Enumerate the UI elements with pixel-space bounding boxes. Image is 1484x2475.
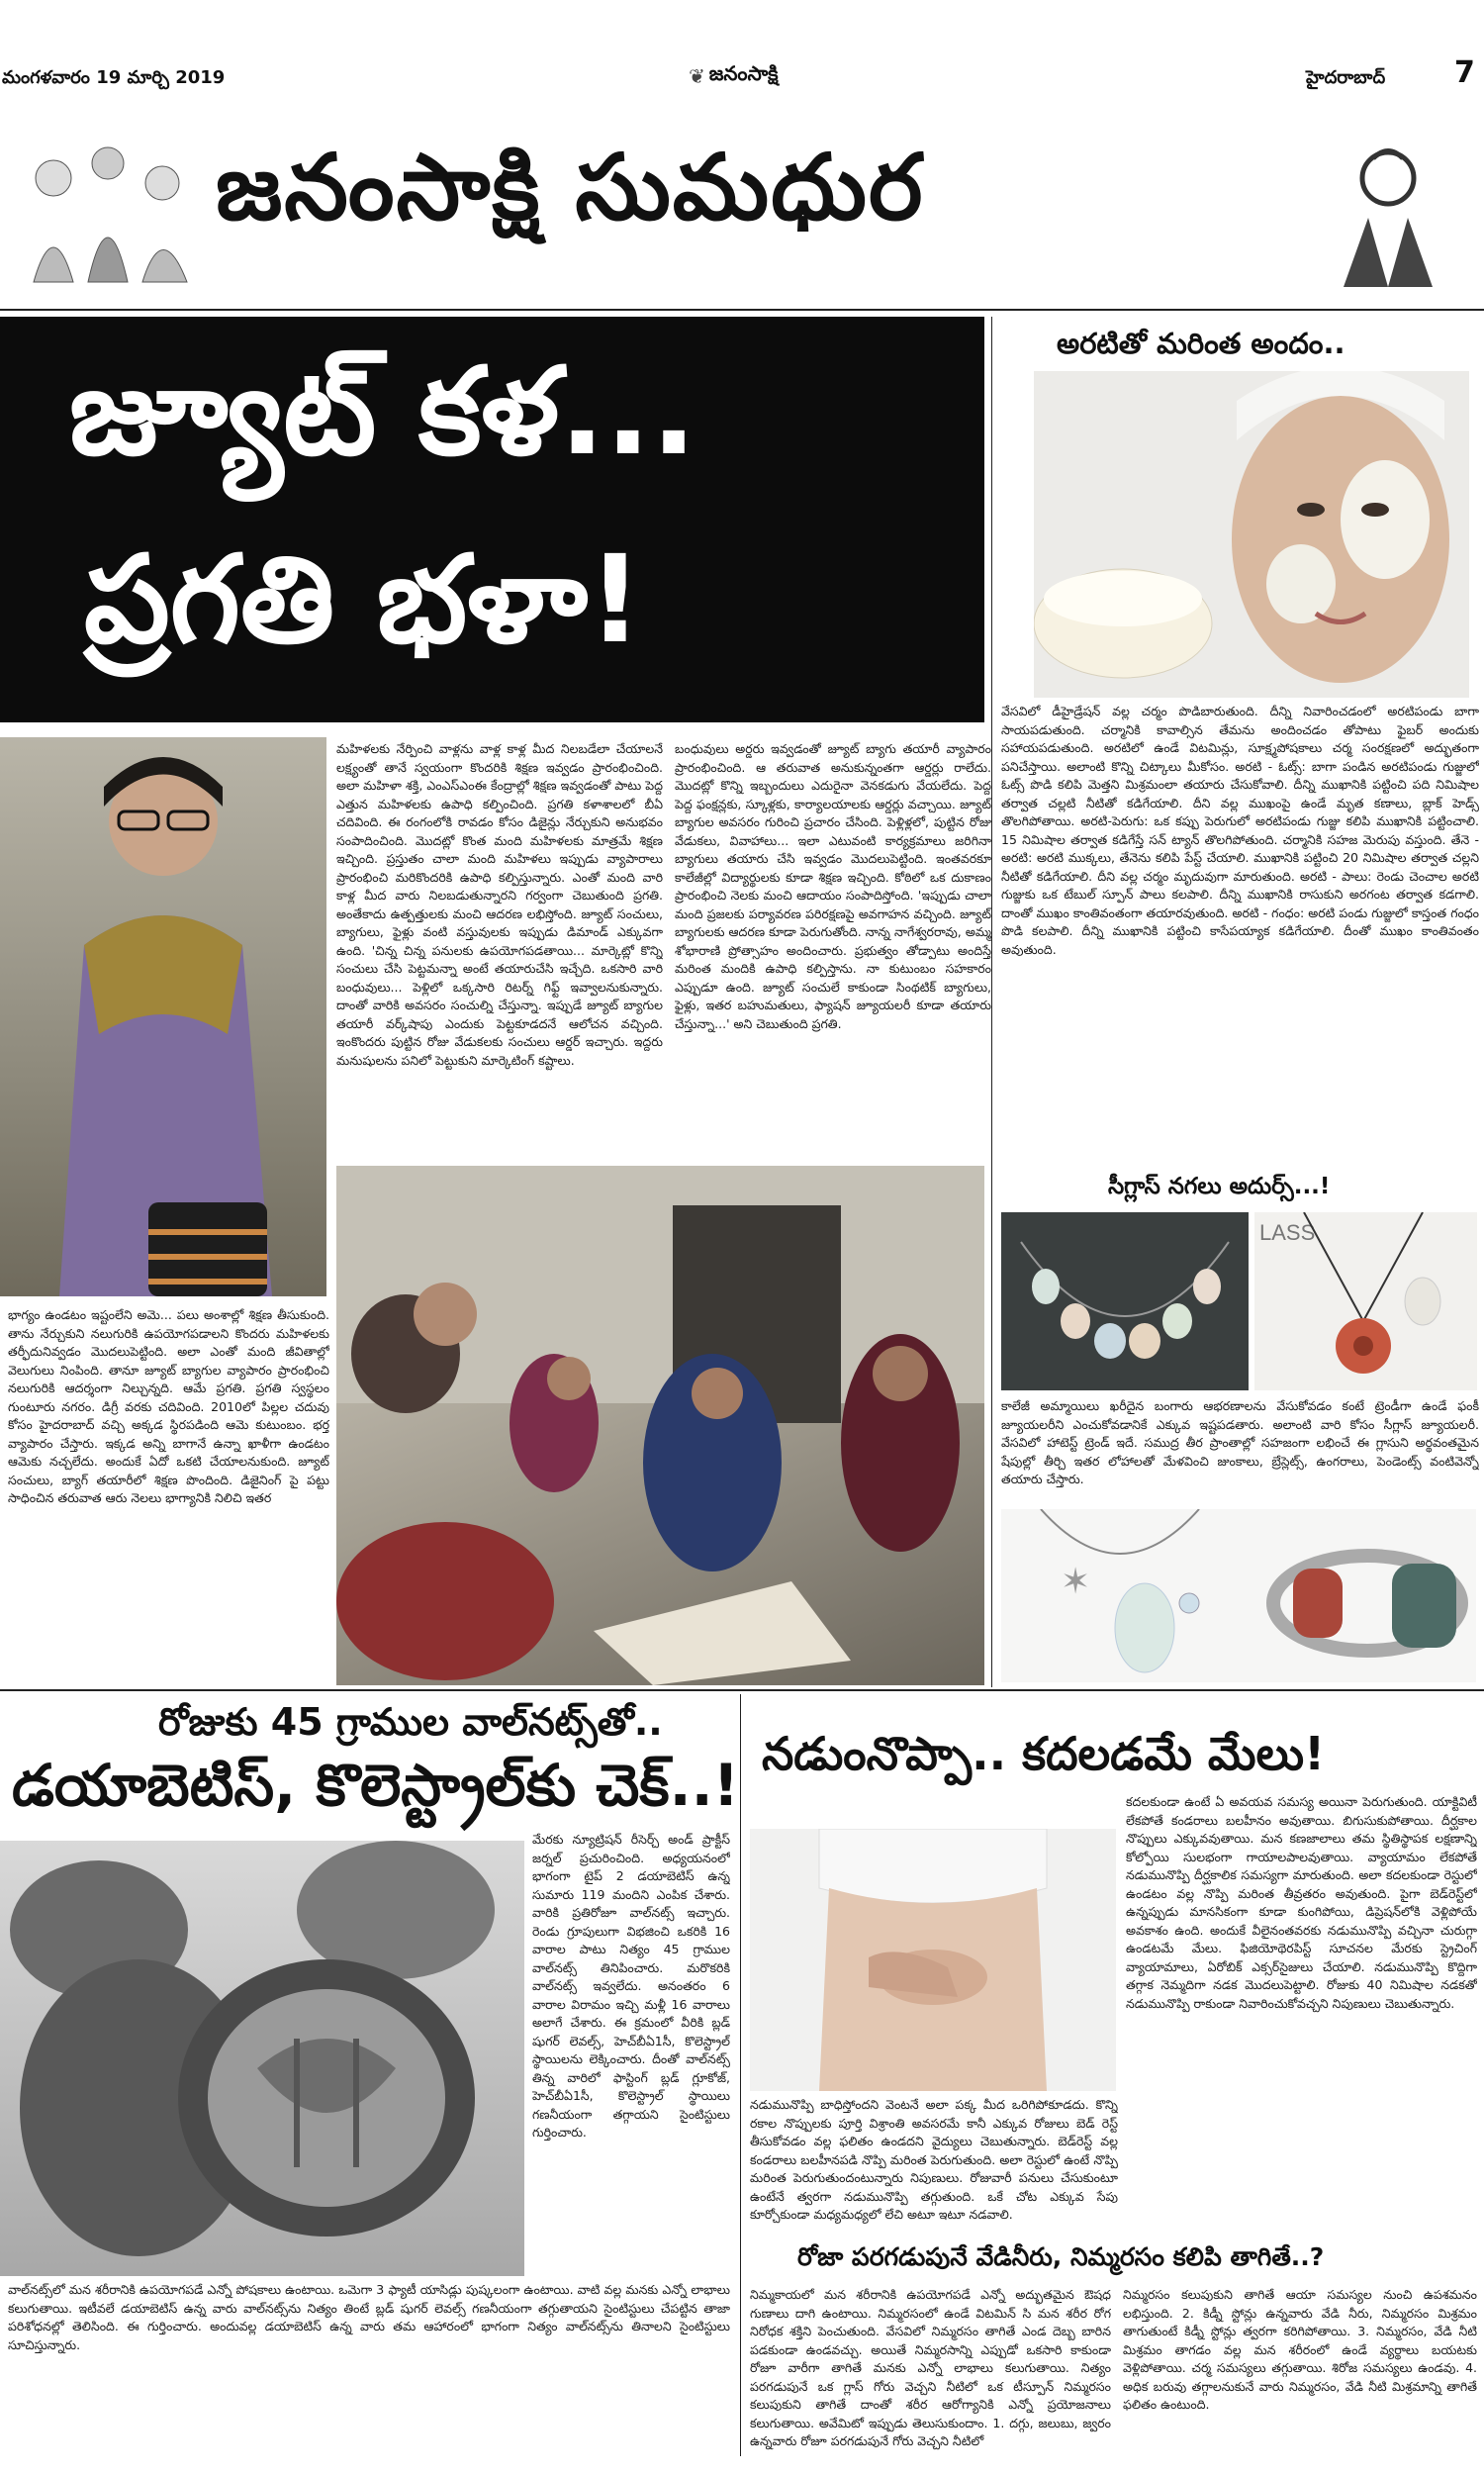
jute-article-col2: బంధువులు అర్డరు ఇవ్వడంతో జ్యూట్ బ్యాగు తయారీ వ్యాపారం ప్రారంభించింది. ఆ తరువాత అనుకున్నంతగా ఆర్డర్లు రాలేదు. మొదట్లో కొన్ని ఇబ్బందులు ఎదురైనా వెనకడుగు వేయలేదు. పెద్ద పెద్ద ఫంక్షన్లకు, స్కూళ్లకు, కార్యాలయాలకు ఆర్డర్లు వచ్చాయి. జ్యూట్ బ్యాగుల అవసరం గురించి ప్రచారం చేసింది. పెళ్లిళ్లలో, పుట్టిన రోజు వేడుకలు, వివాహాలు... ఇలా ఎటువంటి కార్యక్రమాలు జరిగినా బ్యాగులు తయారు చేసి ఇవ్వడం మొదలుపెట్టింది. ఇంతవరకూ కాలేజీల్లో విద్యార్థులకు కూడా శిక్షణ ఇచ్చింది. కోఠిలో ఒక దుకాణం ప్రారంభించి నెలకు మంచి ఆదాయం సంపాదిస్తోంది. 'ఇప్పుడు చాలా మంది ప్రజలకు పర్యావరణ పరిరక్షణపై అవగాహన వచ్చింది. జ్యూట్ బ్యాగులకు ఆదరణ కూడా పెరుగుతోంది. నాన్న నాగేశ్వరరావు, అమ్మ శోభారాణి ప్రోత్సాహం అందించారు. ప్రభుత్వం తోడ్పాటు అందిస్తే మరింత మందికి ఉపాధి కల్పిస్తాను. నా కుటుంబం సహకారం ఎప్పుడూ ఉంది. జ్యూట్ సంచులే కాకుండా సింథటిక్ బ్యాగులు, ఫైళ్లు, ఇతర బహుమతులు, ఫ్యాషన్ జ్యూయలరీ కూడా తయారు చేస్తున్నా...' అని చెబుతుంది ప్రగతి. [675,741,991,1031]
top-bar [0,0,1484,109]
masthead-left-illustration [14,124,212,292]
page-number: 7 [1454,55,1475,90]
seaglass-article-body: కాలేజీ అమ్మాయిలు ఖరీదైన బంగారు ఆభరణాలను వేసుకోవడం కంటే ట్రెండీగా ఉండే ఫంకీ జ్యూయలరీని ఎంచుకోవడానికే ఎక్కువ ఇష్టపడతారు. అలాంటి వారి కోసం సీగ్లాస్ జ్యూయలరీ. వేసవిలో హాటెస్ట్ ట్రెండ్ ఇదే. సముద్ర తీర ప్రాంతాల్లో సహజంగా లభించే ఈ గ్లాసుని అర్థవంతమైన షేపుల్లో తీర్చి ఇతర లోహాలతో మేళవించి జుంకాలు, బ్రేస్లెట్స్, ఉంగరాలు, పెండెంట్స్ వంటివెన్నో తయారు చేస్తారు. [1001,1398,1479,1486]
pragathi-portrait-photo [0,737,326,1296]
walnut-headline-line2: డయాబెటిస్, కొలెస్ట్రాల్‌కు చెక్..! [12,1752,740,1819]
jute-article-col3: భాగ్యం ఉండటం ఇష్టంలేని అమె... పలు అంశాల్లో శిక్షణ తీసుకుంది. తాను నేర్చుకుని నలుగురికి ఉపయోగపడాలని కొందరు మహిళలకు తర్ఫీదునివ్వడం మొదలుపెట్టింది. అలా ఎంతో మంది జీవితాల్లో వెలుగులు నింపింది. తానూ జ్యూట్ బ్యాగుల వ్యాపారం ప్రారంభించి నలుగురికి ఆదర్శంగా నిల్చున్నది. ఆమే ప్రగతి. ప్రగతి స్వస్థలం గుంటూరు నగరం. డిగ్రీ వరకు చదివింది. 2010లో పిల్లల చదువు కోసం హైదరాబాద్ వచ్చి అక్కడ స్థిరపడింది ఆమె కుటుంబం. భర్త వ్యాపారం చేస్తారు. ఇక్కడ అన్ని బాగానే ఉన్నా ఖాళీగా ఉండటం ఆమెకు నచ్చలేదు. అందుకే ఏదో ఒకటి చేయాలనుకుంది. జ్యూట్ సంచులు, బ్యాగ్ తయారీలో శిక్షణ పొందింది. డిజైనింగ్ పై పట్టు సాధించిన తరువాత ఆరు నెలలు భాగ్యానికి నిలిచి ఇతర [8,1307,329,1505]
masthead-title: జనంసాక్షి సుమధుర [216,135,925,240]
section-rule-middle [0,1689,1484,1691]
walnut-article-body-right: మేరకు న్యూట్రిషన్ రీసెర్చ్ అండ్ ప్రాక్టీస్ జర్నల్ ప్రచురించింది. అధ్యయనంలో భాగంగా టైప్ 2 డయాబెటిస్ ఉన్న సుమారు 119 మందిని ఎంపిక చేశారు. వారికి ప్రతిరోజూ వాల్‌నట్స్ ఇచ్చారు. రెండు గ్రూపులుగా విభజించి ఒకరికి 16 వారాల పాటు నిత్యం 45 గ్రాముల వాల్‌నట్స్ తినిపించారు. మరొకరికి వాల్‌నట్స్ ఇవ్వలేదు. అనంతరం 6 వారాల విరామం ఇచ్చి మళ్లీ 16 వారాలు అలాగే చేశారు. ఈ క్రమంలో వీరికి బ్లడ్ షుగర్ లెవల్స్, హెచ్‌బీఏ1సీ, కొలెస్ట్రాల్ స్థాయిలను లెక్కించారు. దీంతో వాల్‌నట్స్ తిన్న వారిలో ఫాస్టింగ్ బ్లడ్ గ్లూకోజ్, హెచ్‌బీఏ1సీ, కొలెస్ట్రాల్ స్థాయిలు గణనీయంగా తగ్గాయని సైంటిస్టులు గుర్తించారు. [532,1832,730,2140]
banana-headline: అరటితో మరింత అందం.. [1057,327,1345,360]
banana-face-mask-photo [1034,371,1469,698]
seaglass-headline: సీగ్లాస్ నగలు అదుర్స్...! [1108,1174,1331,1199]
lemon-water-headline: రోజా పరగడుపునే వేడినీరు, నిమ్మరసం కలిపి తాగితే..? [797,2242,1325,2271]
column-divider-top [991,317,992,1687]
jute-headline-line2: ప్రగతి భళా! [84,529,643,670]
jute-workshop-photo [336,1166,984,1685]
walnut-article-body-bottom: వాల్‌నట్స్‌లో మన శరీరానికి ఉపయోగపడే ఎన్నో పోషకాలు ఉంటాయి. ఒమెగా 3 ఫ్యాటీ యాసిడ్లు పుష్కలంగా ఉంటాయి. వాటి వల్ల మనకు ఎన్నో లాభాలు కలుగుతాయి. ఇటీవలే డయాబెటిస్ ఉన్న వారు వాల్‌నట్స్‌ను నిత్యం తింటే బ్లడ్ షుగర్ లెవల్స్ గణనీయంగా తగ్గుతాయని సైంటిస్టులు చేపట్టిన తాజా పరిశోధనల్లో తెలిసింది. ఈ గుర్తించారు. అందువల్ల డయాబెటిస్ ఉన్న వారు తమ ఆహారంలో భాగంగా నిత్యం వాల్‌నట్స్‌ను తినాలని సైంటిస్టులు సూచిస్తున్నారు. [8,2282,730,2352]
date-text: మంగళవారం 19 మార్చి 2019 [2,67,226,88]
backpain-photo [750,1829,1116,2091]
column-divider-bottom [740,1694,741,2456]
seaglass-pendant-photo [1254,1212,1477,1390]
logo-leaf-icon: ❦ [689,63,705,88]
masthead-right-emblem [1314,139,1462,307]
backpain-headline: నడుంనొప్పా.. కదలడమే మేలు! [762,1727,1326,1780]
lemon-water-body-right: నిమ్మరసం కలుపుకుని తాగితే ఆయా సమస్యల నుంచి ఉపశమనం లభిస్తుంది. 2. కిడ్నీ స్టోన్లు ఉన్నవారు వేడి నీరు, నిమ్మరసం మిశ్రమం తాగుతుంటే కిడ్నీ స్టోన్లు త్వరగా కరిగిపోతాయి. 3. నిమ్మరసం, వేడి నీటి మిశ్రమం తాగడం వల్ల మన శరీరంలో ఉండే వ్యర్థాలు బయటకు వెళ్లిపోతాయి. చర్మ సమస్యలు తగ్గుతాయి. శిరోజ సమస్యలు ఉండవు. 4. అధిక బరువు తగ్గాలనుకునే వారు నిమ్మరసం, వేడి నీటి మిశ్రమాన్ని తాగితే ఫలితం ఉంటుంది. [1123,2287,1477,2412]
seaglass-necklace-photo-1 [1001,1212,1249,1390]
backpain-article-body-left: నడుమునొప్పి బాధిస్తోందని వెంటనే అలా పక్క మీద ఒరిగిపోకూడదు. కొన్ని రకాల నొప్పులకు పూర్తి విశ్రాంతి అవసరమే కానీ ఎక్కువ రోజులు బెడ్ రెస్ట్ తీసుకోవడం వల్ల ఫలితం ఉండదని వైద్యులు చెబుతున్నారు. బెడ్‌రెస్ట్ వల్ల కండరాలు బలహీనపడి నొప్పి మరింత పెరుగుతుంది. అలా రెస్టులో ఉంటే నొప్పి మరింత పెరుగుతుందంటున్నారు నిపుణులు. రోజువారీ పనులు చేసుకుంటూ ఉంటేనే త్వరగా నడుమునొప్పి తగ్గుతుంది. ఒకే చోట ఎక్కువ సేపు కూర్చోకుండా మధ్యమధ్యలో లేచి అటూ ఇటూ నడవాలి. [750,2097,1118,2222]
backpain-article-body-top: కదలకుండా ఉంటే ఏ అవయవ సమస్య అయినా పెరుగుతుంది. యాక్టివిటీ లేకపోతే కండరాలు బలహీనం అవుతాయి. బిగుసుకుపోతాయి. దీర్ఘకాల నొప్పులు ఎక్కువవుతాయి. మన కణజాలాలు తమ స్థితిస్థాపక లక్షణాన్ని కోల్పోయి సులభంగా గాయాలపాలవుతాయి. వ్యాయామం లేకపోతే నడుమునొప్పి దీర్ఘకాలిక సమస్యగా మారుతుంది. అలా కదలకుండా రెస్టులో ఉండటం వల్ల నొప్పి మరింత తీవ్రతరం అవుతుంది. పైగా బెడ్‌రెస్ట్‌లో ఉన్నప్పుడు మానసికంగా కూడా కుంగిపోయి, డిప్రెషన్‌లోకి వెళ్లిపోయే అవకాశం ఉంది. అందుకే వీలైనంతవరకు నడుమునొప్పి వచ్చినా చురుగ్గా ఉండటమే మేలు. ఫిజియోథెరపిస్ట్ సూచనల మేరకు స్ట్రెచింగ్ వ్యాయామాలు, ఏరోబిక్ ఎక్సర్‌సైజులు చేయాలి. నడుమునొప్పి కొద్దిగా తగ్గాక నెమ్మదిగా నడక మొదలుపెట్టాలి. రోజుకు 40 నిమిషాల నడకతో నడుమునొప్పి రాకుండా నివారించుకోవచ్చని నిపుణులు చెబుతున్నారు. [1126,1794,1477,2011]
lemon-water-body-left: నిమ్మకాయలో మన శరీరానికి ఉపయోగపడే ఎన్నో అద్భుతమైన ఔషధ గుణాలు దాగి ఉంటాయి. నిమ్మరసంలో ఉండే విటమిన్ సి మన శరీర రోగ నిరోధక శక్తిని పెంచుతుంది. వేసవిలో నిమ్మరసం తాగితే ఎండ దెబ్బ బారిన పడకుండా ఉండవచ్చు. అయితే నిమ్మరసాన్ని ఎప్పుడో ఒకసారి కాకుండా రోజూ వారీగా తాగితే మనకు ఎన్నో లాభాలు కలుగుతాయి. నిత్యం పరగడుపునే ఒక గ్లాస్ గోరు వెచ్చని నీటిలో ఒక టీస్పూన్ నిమ్మరసం కలుపుకుని తాగితే దాంతో శరీర ఆరోగ్యానికి ఎన్నో ప్రయోజనాలు కలుగుతాయి. అవేమిటో ఇప్పుడు తెలుసుకుందాం. 1. దగ్గు, జలుబు, జ్వరం ఉన్నవారు రోజూ పరగడుపునే గోరు వెచ్చని నీటిలో [750,2287,1111,2448]
banana-article-body: వేసవిలో డీహైడ్రేషన్ వల్ల చర్మం పొడిబారుతుంది. దీన్ని నివారించడంలో అరటిపండు బాగా సాయపడుతుంది. చర్మానికి కావాల్సిన తేమను అందించడం తోపాటు ఫైబర్ అందుకు సహాయపడుతుంది. అరటిలో ఉండే విటమిన్లు, సూక్ష్మపోషకాలు చర్మ సంరక్షణలో అద్భుతంగా పనిచేస్తాయి. అలాంటి కొన్ని చిట్కాలు మీకోసం. అరటి - ఓట్స్: బాగా పండిన అరటిపండు గుజ్జులో ఓట్స్ పొడి కలిపి మెత్తని మిశ్రమంలా తయారు చేసుకోవాలి. దీన్ని ముఖానికి పట్టించి పది నిమిషాల తర్వాత చల్లటి నీటితో కడిగేయాలి. దీని వల్ల ముఖంపై ఉండే మృత కణాలు, బ్లాక్ హెడ్స్ తొలగిపోతాయి. అరటి-పెరుగు: ఒక కప్పు పెరుగులో అరటిపండు గుజ్జు కలిపి ముఖానికి పట్టించాలి. 15 నిమిషాల తర్వాత కడిగేస్తే సన్ ట్యాన్ తొలగిపోతుంది. చర్మానికి సహజ మెరుపు వస్తుంది. తేనె - అరటి: అరటి ముక్కలు, తేనెను కలిపి పేస్ట్ చేయాలి. ముఖానికి పట్టించి 20 నిమిషాల తర్వాత చల్లని నీటితో కడిగేయాలి. దీని వల్ల చర్మం మృదువుగా మారుతుంది. అరటి - పాలు: రెండు చెంచాల అరటి గుజ్జుకు ఒక టేబుల్ స్పూన్ పాలు కలపాలి. దీన్ని ముఖానికి రాసుకుని అరగంట తర్వాత కడగాలి. దాంతో ముఖం కాంతివంతంగా తయారవుతుంది. అరటి - గంధం: అరటి పండు గుజ్జులో కాస్తంత గంధం పొడి కలపాలి. దీన్ని ముఖానికి పట్టించి కాసేపయ్యాక కడిగేయాలి. దీంతో ముఖం కాంతివంతం అవుతుంది. [1001,704,1479,957]
svg-text:LASS: LASS [1259,1220,1316,1245]
jute-article-col1: మహిళలకు నేర్పించి వాళ్లను వాళ్ల కాళ్ల మీద నిలబడేలా చేయాలనే లక్ష్యంతో తానే స్వయంగా కొందరికి శిక్షణ ఇవ్వడం ప్రారంభించింది. అలా మహిళా శక్తి, ఎంఎస్ఎంఈ కేంద్రాల్లో శిక్షణ ఇవ్వడంతో పాటు పెద్ద ఎత్తున మహిళలకు ఉపాధి కల్పించింది. ప్రగతి కళాశాలలో బీఏ చదివింది. ఈ రంగంలోకి రావడం కోసం డిజైన్లు నేర్చుకుని అనుభవం సంపాదించింది. మొదట్లో కొంత మంది మహిళలకు మాత్రమే శిక్షణ ఇచ్చింది. ప్రస్తుతం చాలా మంది మహిళలు ఇప్పుడు వ్యాపారాలు ప్రారంభించి మరికొందరికి ఉపాధి కల్పిస్తున్నారు. ఎంతో మంది వారి కాళ్ల మీద వారు నిలబడుతున్నారని గర్వంగా చెబుతుంది ప్రగతి. అంతేకాదు ఉత్పత్తులకు మంచి ఆదరణ లభిస్తోంది. జ్యూట్ సంచులు, బ్యాగులు, ఫైళ్లు వంటి వస్తువులకు ఇప్పుడు డిమాండ్ ఎక్కువగా ఉంది. 'చిన్న చిన్న పనులకు ఉపయోగపడతాయి... మార్కెట్లో కొన్ని సంచులు చేసి పెట్టమన్నా అంటే తయారుచేసి ఇచ్చేది. ఒకసారి వారి బంధువులు... పెళ్లిలో ఒక్కసారి రిటర్న్ గిఫ్ట్ ఇవ్వాలనుకున్నారు. దాంతో వారికి అవసరం సంచుల్ని చేస్తున్నా. ఇప్పుడే జ్యూట్ బ్యాగుల తయారీ వర్క్‌షాపు ఎందుకు పెట్టకూడదనే ఆలోచన వచ్చింది. ఇంకొందరు పుట్టిన రోజు వేడుకలకు సంచులు ఆర్డర్ ఇచ్చారు. ఇద్దరు మనుషులను పనిలో పెట్టుకుని మార్కెటింగ్ కష్టాలు. [336,741,663,1068]
walnut-photo [0,1841,524,2276]
jute-headline-line1: జ్యూట్ కళ... [69,341,697,482]
city-text: హైదరాబాద్ [1306,67,1386,88]
seaglass-jewellery-photo-2 [1001,1509,1476,1682]
masthead-rule [0,309,1484,311]
svg-text:✶: ✶ [1061,1562,1091,1602]
walnut-headline-line1: రోజుకు 45 గ్రాముల వాల్‌నట్స్‌తో.. [158,1700,663,1744]
small-logo: ❦ జనంసాక్షి [689,61,779,88]
